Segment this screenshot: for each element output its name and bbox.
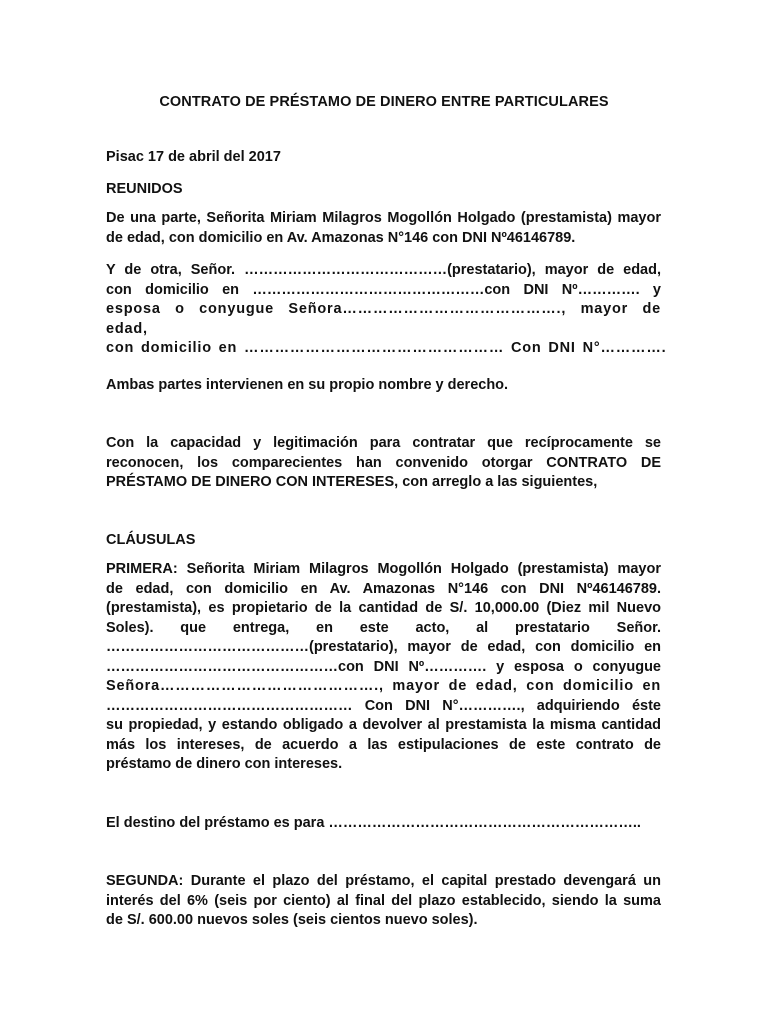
clause-line: de S/. 600.00 nuevos soles (seis cientos nuevo soles).: [106, 912, 478, 928]
clause-label: SEGUNDA:: [106, 873, 184, 889]
both-parties-paragraph: Ambas partes intervienen en su propio nombre y derecho.: [106, 377, 509, 393]
clause-line: [106, 560, 661, 580]
clause-line: Señora……………………………………., mayor de edad, con domicilio en: [106, 678, 661, 694]
clause-primera: [106, 560, 661, 775]
clause-line: …………………………………………… Con DNI N°…………., adquiriendo éste: [106, 697, 661, 714]
party-two-line: con domicilio en …………………………………………con DNI Nº…………. y: [106, 281, 661, 298]
clause-line: Soles). que entrega, en este acto, al prestatario Señor.: [106, 619, 661, 636]
clause-line: más los intereses, de acuerdo a las estipulaciones de este contrato de: [106, 736, 661, 753]
date-line: Pisac 17 de abril del 2017: [106, 149, 281, 165]
destino-line: El destino del préstamo es para ………………………………………………………..: [106, 815, 641, 831]
party-one-paragraph: De una parte, Señorita Miriam Milagros Mogollón Holgado (prestamista) mayor de edad, con domicilio en Av. Amazonas N°146 con DNI Nº46146789.: [106, 210, 661, 246]
clause-label: PRIMERA:: [106, 561, 178, 577]
clause-text: Señorita Miriam Milagros Mogollón Holgado (prestamista) mayor: [186, 561, 661, 577]
clause-text: Durante el plazo del préstamo, el capital prestado devengará un: [190, 873, 661, 889]
clause-line: [106, 872, 661, 892]
clause-line: interés del 6% (seis por ciento) al final del plazo establecido, siendo la suma: [106, 892, 661, 909]
clause-line: …………………………………………con DNI Nº…………. y esposa o conyugue: [106, 658, 661, 675]
clause-segunda: [106, 872, 661, 931]
clause-line: su propiedad, y estando obligado a devolver al prestamista la misma cantidad: [106, 717, 661, 733]
clause-line: ……………………………………(prestatario), mayor de edad, con domicilio en: [106, 639, 661, 655]
party-two-paragraph: [106, 261, 667, 359]
clausulas-heading: CLÁUSULAS: [106, 532, 196, 548]
clause-line: de edad, con domicilio en Av. Amazonas N°146 con DNI Nº46146789.: [106, 580, 661, 597]
party-two-line: con domicilio en …………………………………………… Con DNI N°………….: [106, 340, 667, 356]
clause-line: préstamo de dinero con intereses.: [106, 756, 343, 772]
party-two-line: Y de otra, Señor. ……………………………………(prestatario), mayor de edad,: [106, 262, 661, 278]
party-two-line: esposa o conyugue Señora……………………………………., mayor de edad,: [106, 301, 661, 337]
capacity-paragraph: Con la capacidad y legitimación para contratar que recíprocamente se reconocen, los comparecientes han convenido otorgar CONTRATO DE PRÉSTAMO DE DINERO CON INTERESES, con arreglo a las siguientes,: [106, 435, 661, 490]
clause-line: (prestamista), es propietario de la cantidad de S/. 10,000.00 (Diez mil Nuevo: [106, 600, 661, 616]
reunidos-heading: REUNIDOS: [106, 181, 183, 197]
contract-title: CONTRATO DE PRÉSTAMO DE DINERO ENTRE PARTICULARES: [159, 94, 609, 110]
